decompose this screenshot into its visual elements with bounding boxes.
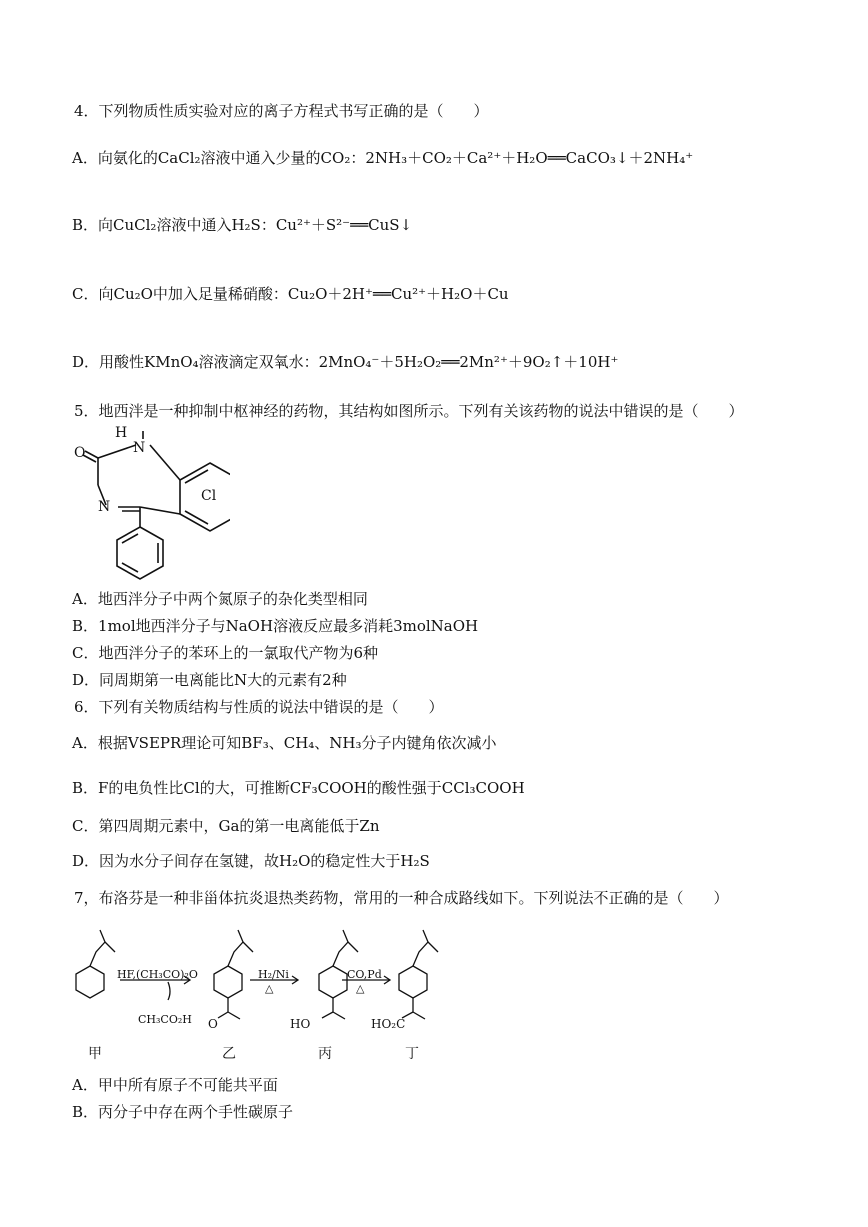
q6-option-a: A．根据VSEPR理论可知BF₃、CH₄、NH₃分子内键角依次减小 bbox=[72, 734, 497, 752]
label-hooc: HO₂C bbox=[371, 1017, 406, 1031]
q4-stem: 4．下列物质性质实验对应的离子方程式书写正确的是（ ） bbox=[74, 102, 489, 120]
q6-option-d: D．因为水分子间存在氢键，故H₂O的稳定性大于H₂S bbox=[72, 852, 430, 870]
q4-option-d: D．用酸性KMnO₄溶液滴定双氧水：2MnO₄⁻＋5H₂O₂══2Mn²⁺＋9O₂↑＋10H⁺ bbox=[72, 353, 619, 371]
heat-3: △ bbox=[356, 982, 365, 995]
compound-name-4: 丁 bbox=[405, 1046, 419, 1062]
atom-n2: N bbox=[98, 499, 111, 515]
reagent-2: H₂/Ni bbox=[258, 968, 289, 981]
compound-name-3: 丙 bbox=[318, 1046, 332, 1062]
label-ho: HO bbox=[290, 1017, 311, 1031]
q5-option-d: D．同周期第一电离能比N大的元素有2种 bbox=[72, 671, 347, 689]
q7-option-b: B．丙分子中存在两个手性碳原子 bbox=[72, 1103, 294, 1121]
byproduct-1: CH₃CO₂H bbox=[138, 1013, 192, 1026]
q5-option-a: A．地西泮分子中两个氮原子的杂化类型相同 bbox=[72, 590, 368, 608]
q6-stem: 6．下列有关物质结构与性质的说法中错误的是（ ） bbox=[74, 698, 444, 716]
compound-name-1: 甲 bbox=[88, 1046, 102, 1062]
atom-h: H bbox=[115, 425, 128, 441]
reagent-1: HF,(CH₃CO)₂O bbox=[117, 968, 198, 981]
atom-o: O bbox=[74, 445, 86, 461]
q4-option-a: A．向氨化的CaCl₂溶液中通入少量的CO₂：2NH₃＋CO₂＋Ca²⁺＋H₂O══CaCO₃↓＋2NH₄⁺ bbox=[72, 149, 694, 167]
reagent-3: CO,Pd bbox=[347, 968, 382, 981]
atom-n1: N bbox=[133, 440, 146, 456]
q4-option-c: C．向Cu₂O中加入足量稀硝酸：Cu₂O＋2H⁺══Cu²⁺＋H₂O＋Cu bbox=[72, 285, 509, 303]
label-o: O bbox=[208, 1017, 218, 1031]
heat-2: △ bbox=[265, 982, 274, 995]
q5-option-b: B．1mol地西泮分子与NaOH溶液反应最多消耗3molNaOH bbox=[72, 617, 479, 635]
q5-option-c: C．地西泮分子的苯环上的一氯取代产物为6种 bbox=[72, 644, 379, 662]
q6-option-b: B．F的电负性比Cl的大，可推断CF₃COOH的酸性强于CCl₃COOH bbox=[72, 779, 525, 797]
atom-cl: Cl bbox=[201, 488, 217, 504]
q7-option-a: A．甲中所有原子不可能共平面 bbox=[72, 1076, 278, 1094]
q5-stem: 5．地西泮是一种抑制中枢神经的药物，其结构如图所示。下列有关该药物的说法中错误的是（ ） bbox=[74, 402, 744, 420]
q7-stem: 7，布洛芬是一种非甾体抗炎退热类药物，常用的一种合成路线如下。下列说法不正确的是（ ） bbox=[74, 889, 729, 907]
q6-option-c: C．第四周期元素中，Ga的第一电离能低于Zn bbox=[72, 817, 380, 835]
q4-option-b: B．向CuCl₂溶液中通入H₂S：Cu²⁺＋S²⁻══CuS↓ bbox=[72, 216, 413, 234]
compound-name-2: 乙 bbox=[222, 1046, 236, 1062]
